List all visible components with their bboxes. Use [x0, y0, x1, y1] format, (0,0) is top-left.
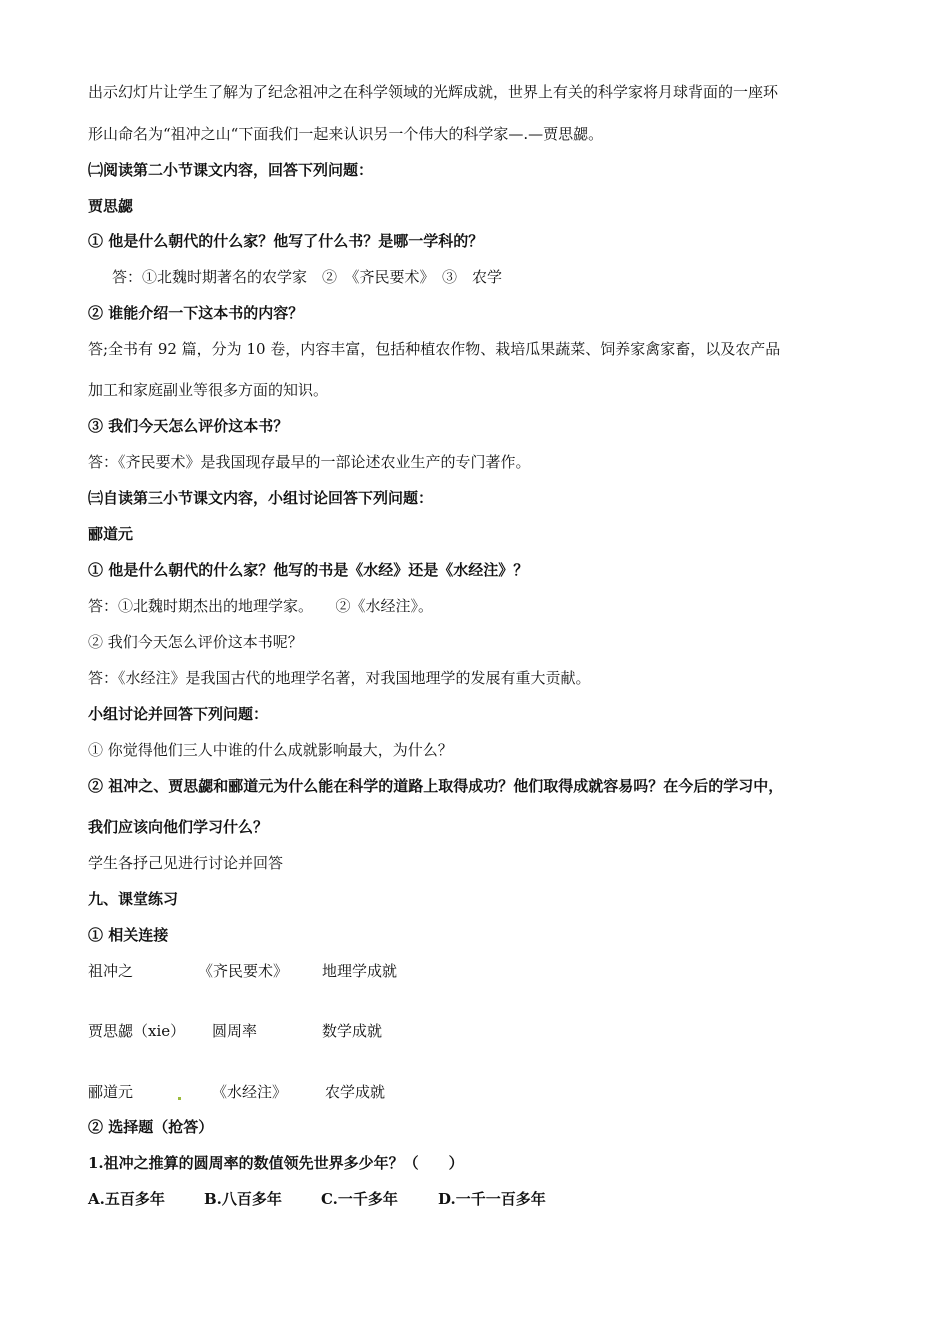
- section-3-person-name: 郦道元: [88, 525, 134, 543]
- section-2-heading: ㈡阅读第二小节课文内容，回答下列问题：: [88, 161, 374, 179]
- section-2-answer-3: 答：《齐民要术》是我国现存最早的一部论述农业生产的专门著作。: [88, 453, 531, 471]
- link-row-1-col-2: 《齐民要术》: [198, 962, 289, 980]
- choice-exercise-title: ② 选择题（抢答）: [88, 1118, 214, 1136]
- section-2-answer-2-line-2: 加工和家庭副业等很多方面的知识。: [88, 381, 329, 399]
- link-row-2-col-1: 贾思勰（xie）: [88, 1022, 186, 1040]
- discussion-question-2-line-1: ② 祖冲之、贾思勰和郦道元为什么能在科学的道路上取得成功？他们取得成就容易吗？在今后的学习中，: [88, 777, 784, 795]
- section-2-person-name: 贾思勰: [88, 197, 134, 215]
- link-row-2-col-2: 圆周率: [212, 1022, 258, 1040]
- discussion-heading: 小组讨论并回答下列问题：: [88, 705, 269, 723]
- intro-line-1: 出示幻灯片让学生了解为了纪念祖冲之在科学领域的光辉成就，世界上有关的科学家将月球背面的一座环: [88, 83, 779, 101]
- discussion-answer: 学生各抒己见进行讨论并回答: [88, 854, 284, 872]
- link-row-3-col-2: 《水经注》: [212, 1083, 288, 1101]
- green-dot-mark: [178, 1097, 181, 1100]
- option-b: B.八百多年: [204, 1190, 282, 1208]
- option-d: D.一千一百多年: [438, 1190, 546, 1208]
- section-3-question-1: ① 他是什么朝代的什么家？他写的书是《水经》还是《水经注》？: [88, 561, 529, 579]
- option-c: C.一千多年: [321, 1190, 398, 1208]
- link-row-3-col-1: 郦道元: [88, 1083, 134, 1101]
- link-row-1-col-3: 地理学成就: [322, 962, 398, 980]
- section-3-question-2: ② 我们今天怎么评价这本书呢？: [88, 633, 303, 651]
- section-3-heading: ㈢自读第三小节课文内容，小组讨论回答下列问题：: [88, 489, 434, 507]
- choice-question-1: 1.祖冲之推算的圆周率的数值领先世界多少年？（ ）: [88, 1154, 464, 1172]
- discussion-question-2-line-2: 我们应该向他们学习什么？: [88, 818, 269, 836]
- link-exercise-title: ① 相关连接: [88, 926, 169, 944]
- link-row-3-col-3: 农学成就: [325, 1083, 386, 1101]
- practice-heading: 九、课堂练习: [88, 890, 179, 908]
- section-2-answer-2-line-1: 答;全书有 92 篇，分为 10 卷，内容丰富，包括种植农作物、栽培瓜果蔬菜、饲养家禽家畜，以及农产品: [88, 340, 781, 358]
- section-2-question-3: ③ 我们今天怎么评价这本书？: [88, 417, 289, 435]
- link-row-2-col-3: 数学成就: [322, 1022, 383, 1040]
- section-2-answer-1: 答：①北魏时期著名的农学家 ② 《齐民要术》 ③ 农学: [112, 268, 503, 286]
- section-3-answer-1: 答：①北魏时期杰出的地理学家。 ②《水经注》。: [88, 597, 434, 615]
- option-a: A.五百多年: [88, 1190, 165, 1208]
- section-2-question-2: ② 谁能介绍一下这本书的内容？: [88, 304, 304, 322]
- section-2-question-1: ① 他是什么朝代的什么家？他写了什么书？是哪一学科的？: [88, 232, 484, 250]
- intro-line-2: 形山命名为“祖冲之山“下面我们一起来认识另一个伟大的科学家—.—贾思勰。: [88, 125, 604, 143]
- section-3-answer-2: 答：《水经注》是我国古代的地理学名著，对我国地理学的发展有重大贡献。: [88, 669, 591, 687]
- link-row-1-col-1: 祖冲之: [88, 962, 134, 980]
- discussion-question-1: ① 你觉得他们三人中谁的什么成就影响最大，为什么？: [88, 741, 453, 759]
